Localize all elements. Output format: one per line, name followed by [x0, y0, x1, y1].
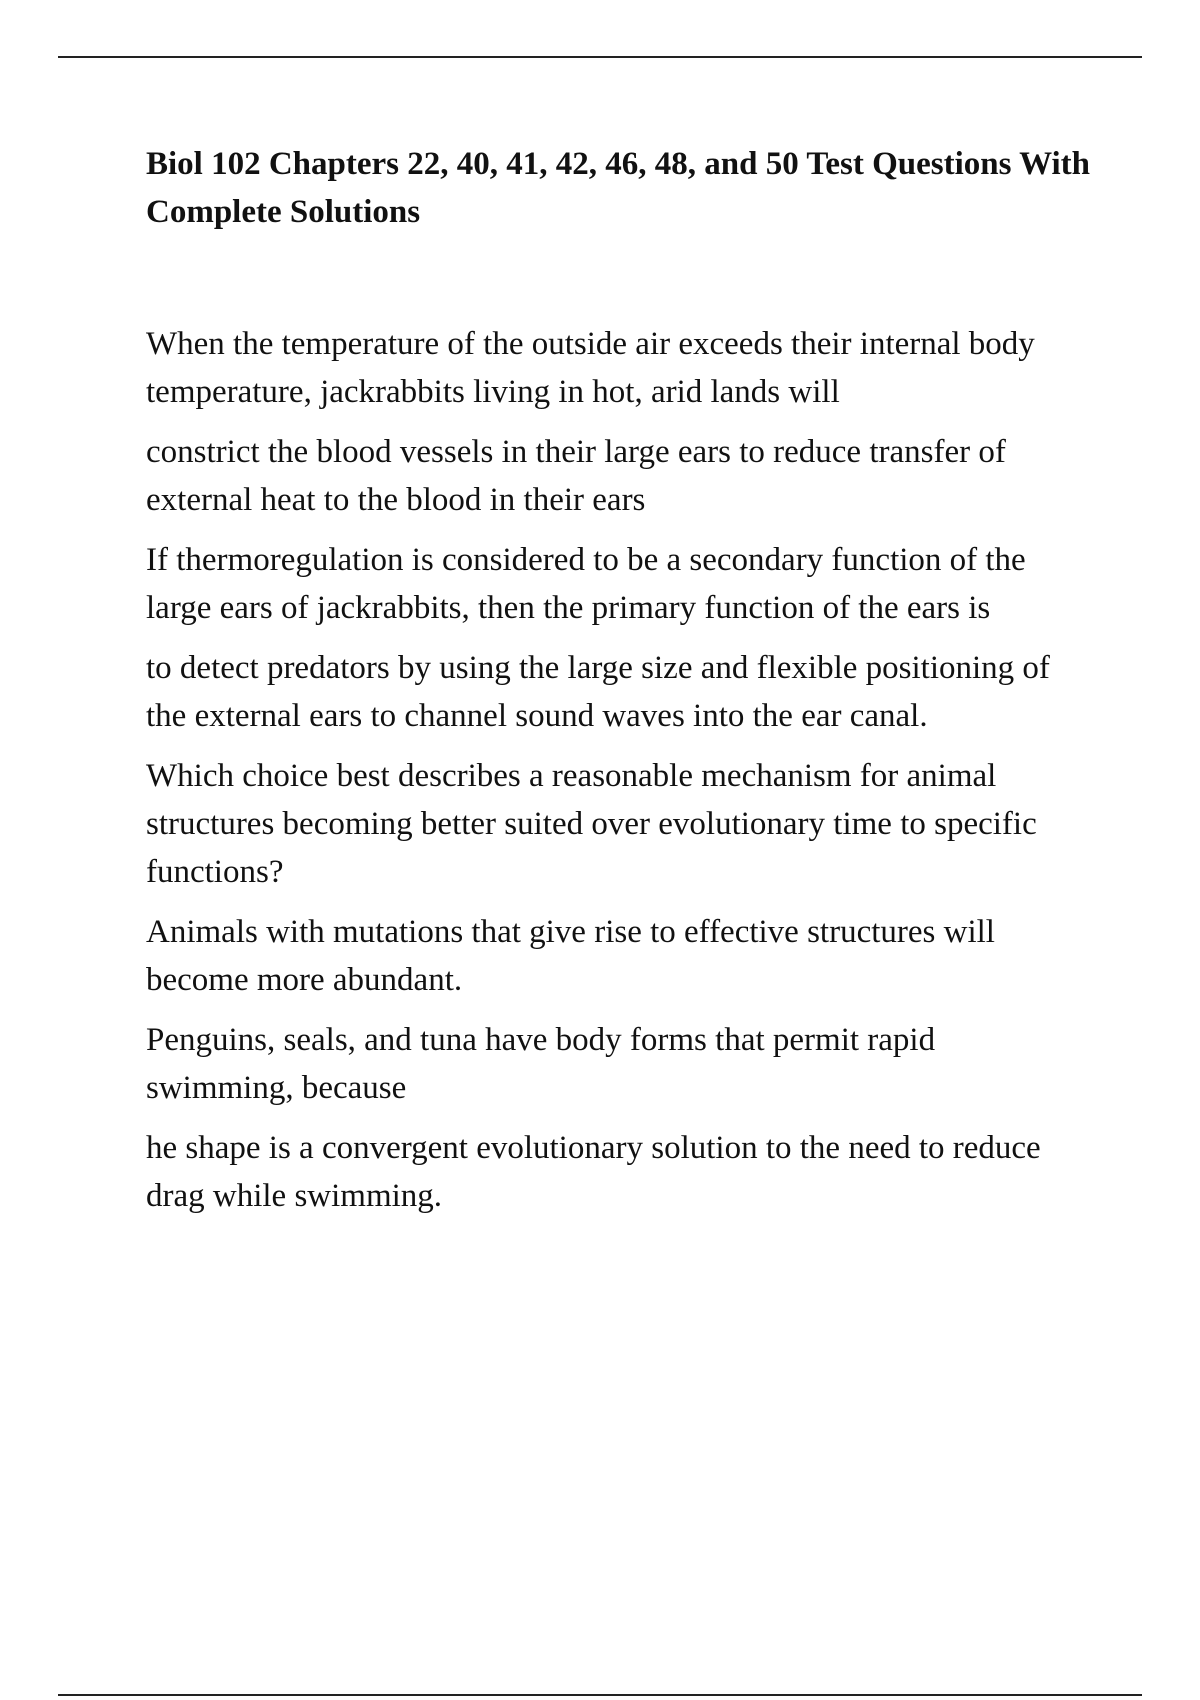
question-answer-list: [146, 320, 1090, 1220]
answer-text: he shape is a convergent evolutionary solution to the need to reduce drag while swimming.: [146, 1130, 1041, 1214]
question-text: If thermoregulation is considered to be a secondary function of the large ears of jackrabbits, then the primary function of the ears is: [146, 542, 1026, 626]
top-rule: [58, 56, 1142, 58]
question-text: Which choice best describes a reasonable mechanism for animal structures becoming better suited over evolutionary time to specific functions?: [146, 758, 1037, 890]
answer-text: constrict the blood vessels in their large ears to reduce transfer of external heat to the blood in their ears: [146, 434, 1006, 518]
question-text: When the temperature of the outside air exceeds their internal body temperature, jackrabbits living in hot, arid lands will: [146, 326, 1035, 410]
bottom-rule: [58, 1694, 1142, 1696]
question-text: Penguins, seals, and tuna have body forms that permit rapid swimming, because: [146, 1022, 936, 1106]
document-title: Biol 102 Chapters 22, 40, 41, 42, 46, 48, and 50 Test Questions With Complete Solutions: [146, 146, 1091, 230]
answer-text: to detect predators by using the large size and flexible positioning of the external ears to channel sound waves into the ear canal.: [146, 650, 1050, 734]
page-content: [146, 140, 1090, 1232]
answer-text: Animals with mutations that give rise to effective structures will become more abundant.: [146, 914, 995, 998]
